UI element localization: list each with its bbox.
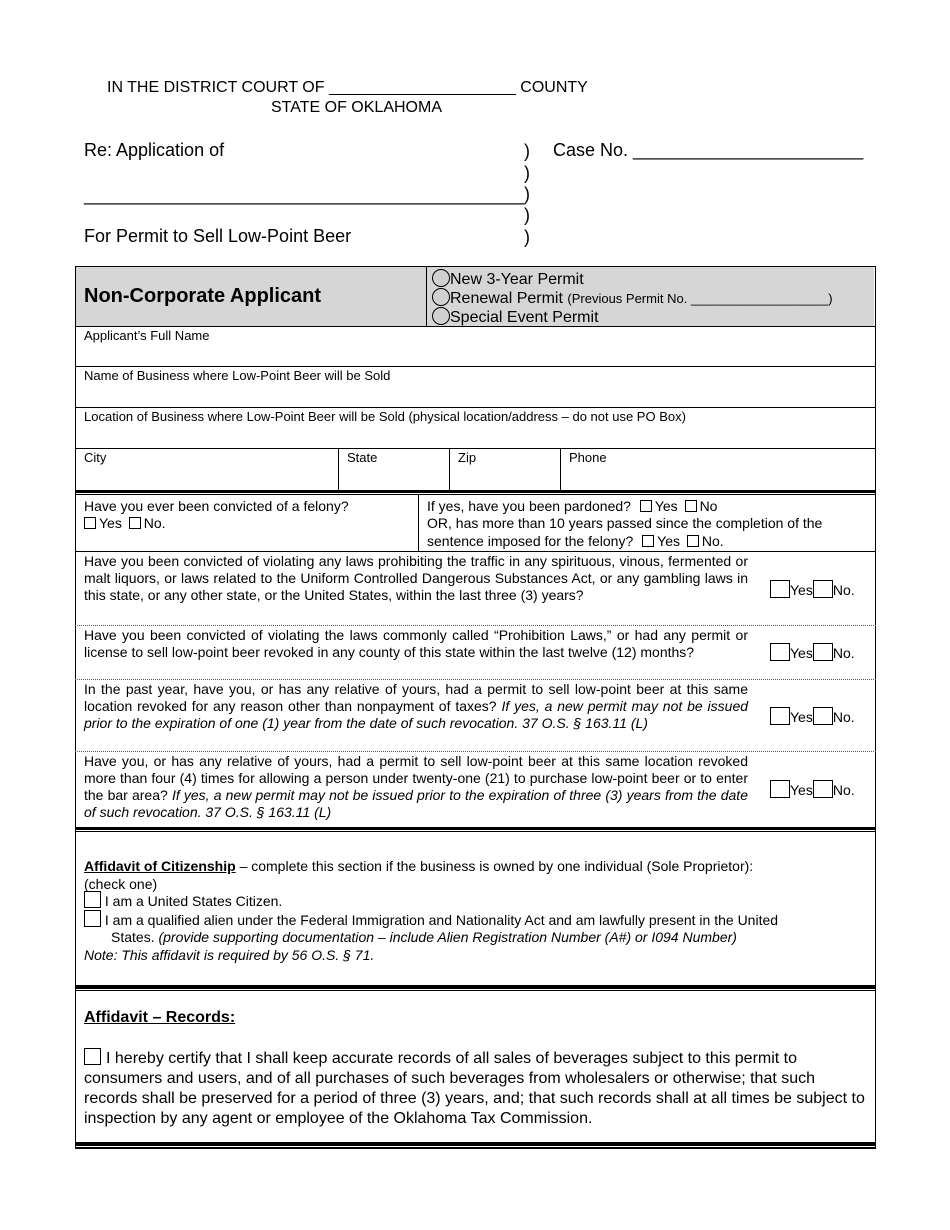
rule	[75, 490, 876, 493]
location-field[interactable]: Location of Business where Low-Point Beer will be Sold (physical location/address – do not use PO Box)	[84, 409, 686, 424]
rule	[75, 831, 876, 832]
new-permit-label: New 3-Year Permit	[450, 271, 584, 288]
felony-yes-label: Yes	[99, 515, 122, 531]
zip-field[interactable]: Zip	[458, 450, 477, 465]
records-certification	[84, 1048, 869, 1129]
special-event-label: Special Event Permit	[450, 309, 599, 326]
question-2	[84, 627, 748, 661]
rule	[75, 990, 876, 991]
rule	[75, 366, 876, 367]
q4-yes-label: Yes	[790, 782, 813, 798]
option-renewal-permit[interactable]	[432, 288, 833, 308]
for-permit-text: For Permit to Sell Low-Point Beer	[84, 226, 352, 246]
q1-no-label: No.	[832, 582, 855, 598]
court-line	[107, 79, 588, 97]
pardon-question: If yes, have you been pardoned?	[427, 498, 631, 514]
question-3	[84, 681, 748, 732]
special-event-radio[interactable]	[432, 307, 450, 325]
q2-yes-label: Yes	[790, 645, 813, 661]
q3-no-label: No.	[832, 709, 855, 725]
rule	[75, 326, 876, 327]
sentence-yes-checkbox[interactable]	[642, 535, 654, 547]
sentence-no-label: No.	[701, 533, 724, 549]
re-application: Re: Application of	[84, 140, 225, 160]
rule	[75, 551, 876, 552]
q2-no-checkbox[interactable]	[813, 643, 833, 661]
state-title: STATE OF OKLAHOMA	[271, 99, 442, 116]
question-4	[84, 753, 748, 821]
question-3-answers	[770, 707, 855, 725]
q3-yes-checkbox[interactable]	[770, 707, 790, 725]
rule	[560, 448, 561, 490]
new-permit-radio[interactable]	[432, 269, 450, 287]
paren-2: )	[524, 163, 530, 183]
pardon-yes-label: Yes	[654, 498, 678, 514]
q3-yes-label: Yes	[790, 709, 813, 725]
paren-1: )	[524, 141, 530, 161]
paren-5: )	[524, 227, 530, 247]
q4-no-label: No.	[832, 782, 855, 798]
alien-documentation-note: (provide supporting documentation – include Alien Registration Number (A#) or I094 Number)	[158, 929, 737, 945]
question-3-note: If yes, a new permit may not be issued prior to the expiration of one (1) year from the date of such revocation. 37 O.S. § 163.11 (L)	[84, 698, 749, 731]
rule	[75, 751, 876, 752]
paren-3: )	[524, 184, 530, 204]
felony-yes-checkbox[interactable]	[84, 517, 96, 529]
state-field[interactable]: State	[347, 450, 378, 465]
q2-no-label: No.	[832, 645, 855, 661]
case-number[interactable]: Case No. _______________________	[553, 140, 864, 160]
question-4-text: Have you, or has any relative of yours, had a permit to sell low-point beer at this same location revoked more than four (4) times for allowing a person under twenty-one (21) to purchase low-point beer or to enter the bar area?	[84, 753, 748, 803]
rule	[75, 407, 876, 408]
form-title: Non-Corporate Applicant	[84, 285, 322, 307]
applicant-name-blank[interactable]: ____________________________________________	[84, 185, 525, 205]
citizenship-intro: – complete this section if the business is owned by one individual (Sole Proprietor):	[239, 858, 754, 874]
county-blank[interactable]: _____________________	[328, 79, 516, 96]
alien-cont-text: States.	[111, 929, 155, 945]
sentence-question: sentence imposed for the felony?	[427, 533, 634, 549]
pardon-line	[427, 497, 717, 515]
question-1	[84, 553, 748, 604]
business-name-field[interactable]: Name of Business where Low-Point Beer will be Sold	[84, 368, 391, 383]
rule	[75, 679, 876, 680]
city-field[interactable]: City	[84, 450, 107, 465]
option-special-event[interactable]	[432, 307, 599, 327]
check-one: (check one)	[84, 876, 158, 892]
question-1-text: Have you been convicted of violating any laws prohibiting the traffic in any spirituous, vinous, fermented or malt liquors, or laws related to the Uniform Controlled Dangerous Substances Act, or any gambling laws in this state, or any other state, or the United States, within the last three (3) years?	[84, 553, 748, 603]
rule	[449, 448, 450, 490]
court-prefix: IN THE DISTRICT COURT OF	[107, 79, 325, 96]
q4-no-checkbox[interactable]	[813, 780, 833, 798]
renewal-permit-label: Renewal Permit	[450, 290, 563, 307]
alien-continued	[111, 928, 737, 946]
question-4-note: If yes, a new permit may not be issued prior to the expiration of three (3) years from the date of such revocation. 37 O.S. § 163.11 (L)	[84, 787, 748, 820]
citizenship-note: Note: This affidavit is required by 56 O.S. § 71.	[84, 947, 375, 963]
or-line: OR, has more than 10 years passed since the completion of the	[427, 515, 823, 531]
rule	[75, 448, 876, 449]
phone-field[interactable]: Phone	[569, 450, 607, 465]
question-2-answers	[770, 643, 855, 661]
citizen-checkbox[interactable]	[84, 891, 101, 908]
rule	[75, 625, 876, 626]
citizen-label: I am a United States Citizen.	[104, 893, 283, 909]
q1-yes-label: Yes	[790, 582, 813, 598]
sentence-yes-label: Yes	[657, 533, 680, 549]
rule	[75, 985, 876, 989]
q2-yes-checkbox[interactable]	[770, 643, 790, 661]
felony-no-label: No.	[143, 515, 166, 531]
paren-4: )	[524, 205, 530, 225]
rule	[75, 1142, 876, 1146]
sentence-no-checkbox[interactable]	[687, 535, 699, 547]
county-label: COUNTY	[520, 79, 588, 96]
q3-no-checkbox[interactable]	[813, 707, 833, 725]
records-text: I hereby certify that I shall keep accurate records of all sales of beverages subject to this permit to consumers and users, and of all purchases of such beverages from wholesalers or otherwise; that such records shall be preserved for a period of three (3) years, and; that such records shall at all times be subject to inspection by any agent or employee of the Oklahoma Tax Commission.	[84, 1050, 865, 1127]
felony-question: Have you ever been convicted of a felony?	[84, 498, 349, 514]
felony-no-checkbox[interactable]	[129, 517, 141, 529]
citizenship-title: Affidavit of Citizenship	[84, 858, 236, 874]
option-alien[interactable]	[84, 910, 778, 929]
option-citizen[interactable]	[84, 891, 282, 910]
rule	[75, 494, 876, 495]
q4-yes-checkbox[interactable]	[770, 780, 790, 798]
question-3-text: In the past year, have you, or has any relative of yours, had a permit to sell low-point beer at this same location revoked for any reason other than nonpayment of taxes?	[84, 681, 748, 714]
records-title: Affidavit – Records:	[84, 1009, 236, 1026]
pardon-no-checkbox[interactable]	[685, 500, 697, 512]
felony-answers	[84, 514, 166, 532]
records-checkbox[interactable]	[84, 1048, 101, 1065]
sentence-line	[427, 532, 724, 550]
rule	[75, 1147, 876, 1148]
renewal-permit-radio[interactable]	[432, 288, 450, 306]
pardon-no-label: No	[699, 498, 718, 514]
previous-permit-number[interactable]: (Previous Permit No. ___________________)	[567, 291, 833, 306]
rule	[338, 448, 339, 490]
option-new-permit[interactable]	[432, 269, 584, 289]
q1-no-checkbox[interactable]	[813, 580, 833, 598]
alien-checkbox[interactable]	[84, 910, 101, 927]
question-2-text: Have you been convicted of violating the laws commonly called “Prohibition Laws,” or had any permit or license to sell low-point beer revoked in any county of this state within the last twelve (12) months?	[84, 627, 748, 660]
q1-yes-checkbox[interactable]	[770, 580, 790, 598]
rule	[418, 495, 419, 551]
full-name-field[interactable]: Applicant’s Full Name	[84, 328, 210, 343]
question-1-answers	[770, 580, 855, 598]
rule	[75, 827, 876, 830]
question-4-answers	[770, 780, 855, 798]
header-divider	[426, 267, 427, 326]
alien-label: I am a qualified alien under the Federal Immigration and Nationality Act and am lawfully present in the United	[104, 912, 779, 928]
pardon-yes-checkbox[interactable]	[640, 500, 652, 512]
citizenship-heading	[84, 857, 753, 875]
